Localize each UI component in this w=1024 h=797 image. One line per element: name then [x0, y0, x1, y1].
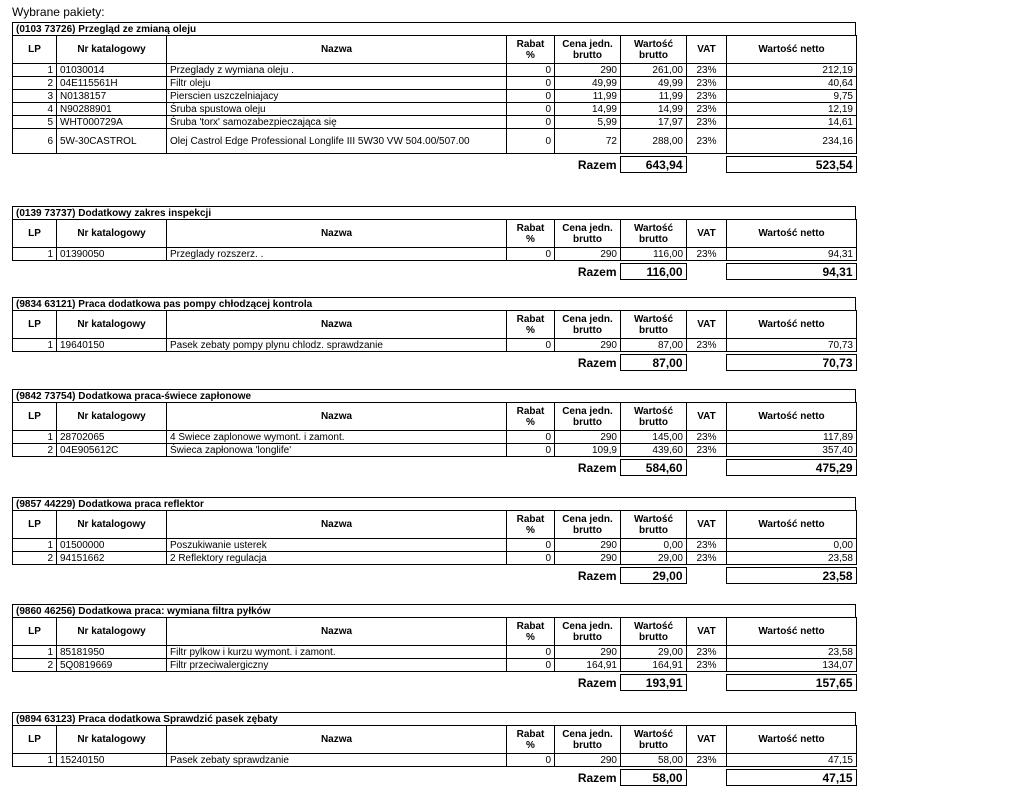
header-wartosc-brutto: Wartość brutto: [621, 726, 687, 754]
cell-lp: 1: [13, 646, 57, 659]
cell-vat: 23%: [687, 129, 727, 154]
cell-wartosc-brutto: 11,99: [621, 90, 687, 103]
totals-row: [12, 459, 857, 476]
header-nr-katalogowy: Nr katalogowy: [57, 220, 167, 248]
cell-cena: 290: [555, 646, 621, 659]
header-cena-jedn-brutto: Cena jedn. brutto: [555, 511, 621, 539]
table-row: [13, 103, 857, 116]
header-wartosc-netto: Wartość netto: [727, 511, 857, 539]
table-row: [13, 116, 857, 129]
cell-nazwa: Filtr przeciwalergiczny: [167, 659, 507, 672]
cell-rabat: 0: [507, 539, 555, 552]
header-nazwa: Nazwa: [167, 220, 507, 248]
header-rabat: Rabat %: [507, 618, 555, 646]
cell-lp: 1: [13, 539, 57, 552]
cell-nazwa: Pasek zebaty pompy plynu chlodz. sprawdzanie: [167, 339, 507, 352]
header-lp: LP: [13, 220, 57, 248]
total-label: Razem: [577, 675, 617, 690]
header-nazwa: Nazwa: [167, 511, 507, 539]
cell-lp: 4: [13, 103, 57, 116]
cell-wartosc-netto: 212,19: [727, 64, 857, 77]
header-wartosc-netto: Wartość netto: [727, 220, 857, 248]
items-table: [12, 402, 857, 457]
package-section: [12, 497, 856, 584]
cell-vat: 23%: [687, 90, 727, 103]
total-brutto: 643,94: [620, 157, 686, 173]
header-rabat: Rabat %: [507, 511, 555, 539]
package-title: (9842 73754) Dodatkowa praca-świece zapłonowe: [12, 389, 856, 402]
cell-lp: 2: [13, 552, 57, 565]
cell-wartosc-netto: 117,89: [727, 431, 857, 444]
table-row: [13, 339, 857, 352]
cell-wartosc-brutto: 49,99: [621, 77, 687, 90]
items-table: [12, 725, 857, 767]
cell-wartosc-brutto: 87,00: [621, 339, 687, 352]
cell-wartosc-brutto: 261,00: [621, 64, 687, 77]
cell-nazwa: Śruba spustowa oleju: [167, 103, 507, 116]
items-table: [12, 310, 857, 352]
cell-vat: 23%: [687, 552, 727, 565]
header-row: [13, 618, 857, 646]
package-title: (9834 63121) Praca dodatkowa pas pompy chłodzącej kontrola: [12, 297, 856, 310]
package-title: (9860 46256) Dodatkowa praca: wymiana filtra pyłków: [12, 604, 856, 617]
table-row: [13, 539, 857, 552]
cell-vat: 23%: [687, 77, 727, 90]
total-label: Razem: [577, 460, 617, 475]
cell-vat: 23%: [687, 339, 727, 352]
header-lp: LP: [13, 726, 57, 754]
table-row: [13, 77, 857, 90]
totals-gap: [686, 675, 726, 691]
cell-nr-katalogowy: 01030014: [57, 64, 167, 77]
cell-wartosc-netto: 23,58: [727, 646, 857, 659]
cell-wartosc-brutto: 58,00: [621, 754, 687, 767]
totals-filler: [12, 355, 506, 371]
header-wartosc-netto: Wartość netto: [727, 311, 857, 339]
cell-wartosc-brutto: 164,91: [621, 659, 687, 672]
cell-nr-katalogowy: 94151662: [57, 552, 167, 565]
items-table: [12, 219, 857, 261]
cell-wartosc-netto: 0,00: [727, 539, 857, 552]
table-row: [13, 646, 857, 659]
cell-nazwa: Olej Castrol Edge Professional Longlife III 5W30 VW 504.00/507.00: [167, 129, 507, 154]
cell-cena: 49,99: [555, 77, 621, 90]
cell-vat: 23%: [687, 659, 727, 672]
total-netto: 23,58: [726, 568, 856, 584]
cell-nr-katalogowy: 5Q0819669: [57, 659, 167, 672]
total-netto: 94,31: [726, 264, 856, 280]
cell-rabat: 0: [507, 248, 555, 261]
cell-vat: 23%: [687, 64, 727, 77]
cell-wartosc-brutto: 439,60: [621, 444, 687, 457]
table-row: [13, 552, 857, 565]
items-table: [12, 510, 857, 565]
package-section: [12, 712, 856, 786]
cell-nr-katalogowy: 15240150: [57, 754, 167, 767]
cell-nr-katalogowy: 5W-30CASTROL: [57, 129, 167, 154]
cell-wartosc-netto: 70,73: [727, 339, 857, 352]
cell-lp: 2: [13, 77, 57, 90]
cell-vat: 23%: [687, 248, 727, 261]
cell-nr-katalogowy: WHT000729A: [57, 116, 167, 129]
header-lp: LP: [13, 311, 57, 339]
header-wartosc-brutto: Wartość brutto: [621, 220, 687, 248]
cell-cena: 290: [555, 754, 621, 767]
items-table: [12, 617, 857, 672]
total-label: Razem: [577, 264, 617, 279]
header-vat: VAT: [687, 618, 727, 646]
header-nr-katalogowy: Nr katalogowy: [57, 403, 167, 431]
cell-nazwa: 4 Swiece zaplonowe wymont. i zamont.: [167, 431, 507, 444]
cell-rabat: 0: [507, 129, 555, 154]
cell-lp: 6: [13, 129, 57, 154]
cell-wartosc-netto: 234,16: [727, 129, 857, 154]
cell-rabat: 0: [507, 339, 555, 352]
total-brutto: 29,00: [620, 568, 686, 584]
cell-cena: 290: [555, 339, 621, 352]
header-row: [13, 311, 857, 339]
header-cena-jedn-brutto: Cena jedn. brutto: [555, 726, 621, 754]
package-title: (9894 63123) Praca dodatkowa Sprawdzić pasek zębaty: [12, 712, 856, 725]
totals-filler: [12, 770, 506, 786]
cell-rabat: 0: [507, 64, 555, 77]
header-cena-jedn-brutto: Cena jedn. brutto: [555, 618, 621, 646]
total-netto: 157,65: [726, 675, 856, 691]
header-vat: VAT: [687, 311, 727, 339]
cell-rabat: 0: [507, 444, 555, 457]
cell-nr-katalogowy: 01390050: [57, 248, 167, 261]
cell-nazwa: Poszukiwanie usterek: [167, 539, 507, 552]
cell-nr-katalogowy: 28702065: [57, 431, 167, 444]
cell-wartosc-brutto: 288,00: [621, 129, 687, 154]
header-nazwa: Nazwa: [167, 311, 507, 339]
cell-vat: 23%: [687, 754, 727, 767]
header-wartosc-brutto: Wartość brutto: [621, 311, 687, 339]
cell-nazwa: Przeglady rozszerz. .: [167, 248, 507, 261]
cell-nr-katalogowy: 04E905612C: [57, 444, 167, 457]
totals-gap: [686, 157, 726, 173]
header-wartosc-netto: Wartość netto: [727, 726, 857, 754]
cell-rabat: 0: [507, 754, 555, 767]
cell-rabat: 0: [507, 116, 555, 129]
cell-wartosc-netto: 40,64: [727, 77, 857, 90]
header-cena-jedn-brutto: Cena jedn. brutto: [555, 36, 621, 64]
totals-gap: [686, 770, 726, 786]
header-cena-jedn-brutto: Cena jedn. brutto: [555, 403, 621, 431]
cell-nr-katalogowy: N0138157: [57, 90, 167, 103]
header-row: [13, 511, 857, 539]
header-rabat: Rabat %: [507, 403, 555, 431]
header-wartosc-netto: Wartość netto: [727, 403, 857, 431]
header-row: [13, 36, 857, 64]
cell-cena: 290: [555, 431, 621, 444]
cell-wartosc-brutto: 145,00: [621, 431, 687, 444]
cell-nr-katalogowy: 04E115561H: [57, 77, 167, 90]
table-row: [13, 248, 857, 261]
cell-rabat: 0: [507, 646, 555, 659]
cell-wartosc-netto: 94,31: [727, 248, 857, 261]
cell-wartosc-brutto: 0,00: [621, 539, 687, 552]
header-lp: LP: [13, 36, 57, 64]
total-label: Razem: [577, 355, 617, 370]
header-lp: LP: [13, 403, 57, 431]
header-rabat: Rabat %: [507, 726, 555, 754]
cell-wartosc-brutto: 29,00: [621, 552, 687, 565]
cell-lp: 2: [13, 659, 57, 672]
cell-rabat: 0: [507, 77, 555, 90]
cell-cena: 72: [555, 129, 621, 154]
cell-wartosc-netto: 47,15: [727, 754, 857, 767]
header-nr-katalogowy: Nr katalogowy: [57, 618, 167, 646]
header-wartosc-brutto: Wartość brutto: [621, 511, 687, 539]
cell-rabat: 0: [507, 659, 555, 672]
header-wartosc-brutto: Wartość brutto: [621, 36, 687, 64]
cell-lp: 1: [13, 754, 57, 767]
totals-row: [12, 567, 857, 584]
table-row: [13, 64, 857, 77]
table-row: [13, 754, 857, 767]
cell-vat: 23%: [687, 444, 727, 457]
cell-nr-katalogowy: 01500000: [57, 539, 167, 552]
header-nazwa: Nazwa: [167, 403, 507, 431]
cell-nazwa: Filtr pylkow i kurzu wymont. i zamont.: [167, 646, 507, 659]
cell-rabat: 0: [507, 90, 555, 103]
cell-lp: 1: [13, 431, 57, 444]
total-label: Razem: [577, 157, 617, 172]
totals-gap: [686, 264, 726, 280]
cell-lp: 1: [13, 248, 57, 261]
cell-cena: 290: [555, 248, 621, 261]
cell-rabat: 0: [507, 431, 555, 444]
header-vat: VAT: [687, 220, 727, 248]
totals-row: [12, 263, 857, 280]
header-rabat: Rabat %: [507, 36, 555, 64]
cell-nr-katalogowy: 19640150: [57, 339, 167, 352]
cell-vat: 23%: [687, 116, 727, 129]
cell-lp: 3: [13, 90, 57, 103]
cell-lp: 2: [13, 444, 57, 457]
total-netto: 47,15: [726, 770, 856, 786]
package-section: [12, 604, 856, 691]
cell-nazwa: 2 Reflektory regulacja: [167, 552, 507, 565]
total-brutto: 584,60: [620, 460, 686, 476]
total-netto: 523,54: [726, 157, 856, 173]
totals-gap: [686, 355, 726, 371]
cell-lp: 1: [13, 64, 57, 77]
total-brutto: 193,91: [620, 675, 686, 691]
cell-nr-katalogowy: 85181950: [57, 646, 167, 659]
totals-filler: [12, 157, 506, 173]
totals-filler: [12, 675, 506, 691]
package-section: [12, 206, 856, 280]
cell-nazwa: Świeca zapłonowa 'longlife': [167, 444, 507, 457]
totals-gap: [686, 568, 726, 584]
cell-cena: 109,9: [555, 444, 621, 457]
cell-cena: 290: [555, 539, 621, 552]
cell-wartosc-netto: 23,58: [727, 552, 857, 565]
table-row: [13, 431, 857, 444]
cell-cena: 5,99: [555, 116, 621, 129]
cell-nazwa: Filtr oleju: [167, 77, 507, 90]
cell-lp: 1: [13, 339, 57, 352]
total-netto: 475,29: [726, 460, 856, 476]
header-lp: LP: [13, 618, 57, 646]
totals-row: [12, 354, 857, 371]
header-lp: LP: [13, 511, 57, 539]
cell-wartosc-netto: 134,07: [727, 659, 857, 672]
cell-cena: 14,99: [555, 103, 621, 116]
cell-vat: 23%: [687, 539, 727, 552]
totals-row: [12, 769, 857, 786]
cell-rabat: 0: [507, 552, 555, 565]
total-label: Razem: [577, 568, 617, 583]
items-table: [12, 35, 857, 154]
header-wartosc-netto: Wartość netto: [727, 36, 857, 64]
package-section: [12, 297, 856, 371]
header-rabat: Rabat %: [507, 311, 555, 339]
header-wartosc-netto: Wartość netto: [727, 618, 857, 646]
header-nazwa: Nazwa: [167, 36, 507, 64]
header-nr-katalogowy: Nr katalogowy: [57, 511, 167, 539]
totals-row: [12, 156, 857, 173]
total-brutto: 116,00: [620, 264, 686, 280]
header-nazwa: Nazwa: [167, 726, 507, 754]
header-row: [13, 220, 857, 248]
cell-wartosc-brutto: 17,97: [621, 116, 687, 129]
package-section: [12, 22, 856, 173]
header-row: [13, 403, 857, 431]
package-title: (0103 73726) Przegląd ze zmianą oleju: [12, 22, 856, 35]
totals-filler: [12, 264, 506, 280]
cell-wartosc-brutto: 29,00: [621, 646, 687, 659]
header-wartosc-brutto: Wartość brutto: [621, 618, 687, 646]
cell-lp: 5: [13, 116, 57, 129]
total-label: Razem: [577, 770, 617, 785]
package-section: [12, 389, 856, 476]
cell-vat: 23%: [687, 431, 727, 444]
header-nr-katalogowy: Nr katalogowy: [57, 36, 167, 64]
header-vat: VAT: [687, 726, 727, 754]
cell-vat: 23%: [687, 646, 727, 659]
cell-wartosc-netto: 9,75: [727, 90, 857, 103]
table-row: [13, 90, 857, 103]
total-brutto: 58,00: [620, 770, 686, 786]
cell-cena: 290: [555, 64, 621, 77]
cell-rabat: 0: [507, 103, 555, 116]
cell-nazwa: Pasek zebaty sprawdzanie: [167, 754, 507, 767]
table-row: [13, 129, 857, 154]
cell-nr-katalogowy: N90288901: [57, 103, 167, 116]
cell-nazwa: Śruba 'torx' samozabezpieczająca się: [167, 116, 507, 129]
header-row: [13, 726, 857, 754]
cell-cena: 164,91: [555, 659, 621, 672]
totals-filler: [12, 460, 506, 476]
page-title: Wybrane pakiety:: [12, 5, 105, 19]
cell-wartosc-netto: 357,40: [727, 444, 857, 457]
totals-row: [12, 674, 857, 691]
header-vat: VAT: [687, 511, 727, 539]
cell-vat: 23%: [687, 103, 727, 116]
cell-nazwa: Przeglady z wymiana oleju .: [167, 64, 507, 77]
header-nazwa: Nazwa: [167, 618, 507, 646]
table-row: [13, 444, 857, 457]
totals-filler: [12, 568, 506, 584]
header-cena-jedn-brutto: Cena jedn. brutto: [555, 311, 621, 339]
header-rabat: Rabat %: [507, 220, 555, 248]
header-vat: VAT: [687, 403, 727, 431]
package-title: (9857 44229) Dodatkowa praca reflektor: [12, 497, 856, 510]
total-netto: 70,73: [726, 355, 856, 371]
package-title: (0139 73737) Dodatkowy zakres inspekcji: [12, 206, 856, 219]
cell-cena: 290: [555, 552, 621, 565]
cell-wartosc-brutto: 116,00: [621, 248, 687, 261]
header-wartosc-brutto: Wartość brutto: [621, 403, 687, 431]
header-nr-katalogowy: Nr katalogowy: [57, 726, 167, 754]
table-row: [13, 659, 857, 672]
cell-wartosc-brutto: 14,99: [621, 103, 687, 116]
total-brutto: 87,00: [620, 355, 686, 371]
header-vat: VAT: [687, 36, 727, 64]
cell-cena: 11,99: [555, 90, 621, 103]
cell-nazwa: Pierscien uszczelniajacy: [167, 90, 507, 103]
cell-wartosc-netto: 14,61: [727, 116, 857, 129]
cell-wartosc-netto: 12,19: [727, 103, 857, 116]
header-cena-jedn-brutto: Cena jedn. brutto: [555, 220, 621, 248]
totals-gap: [686, 460, 726, 476]
header-nr-katalogowy: Nr katalogowy: [57, 311, 167, 339]
